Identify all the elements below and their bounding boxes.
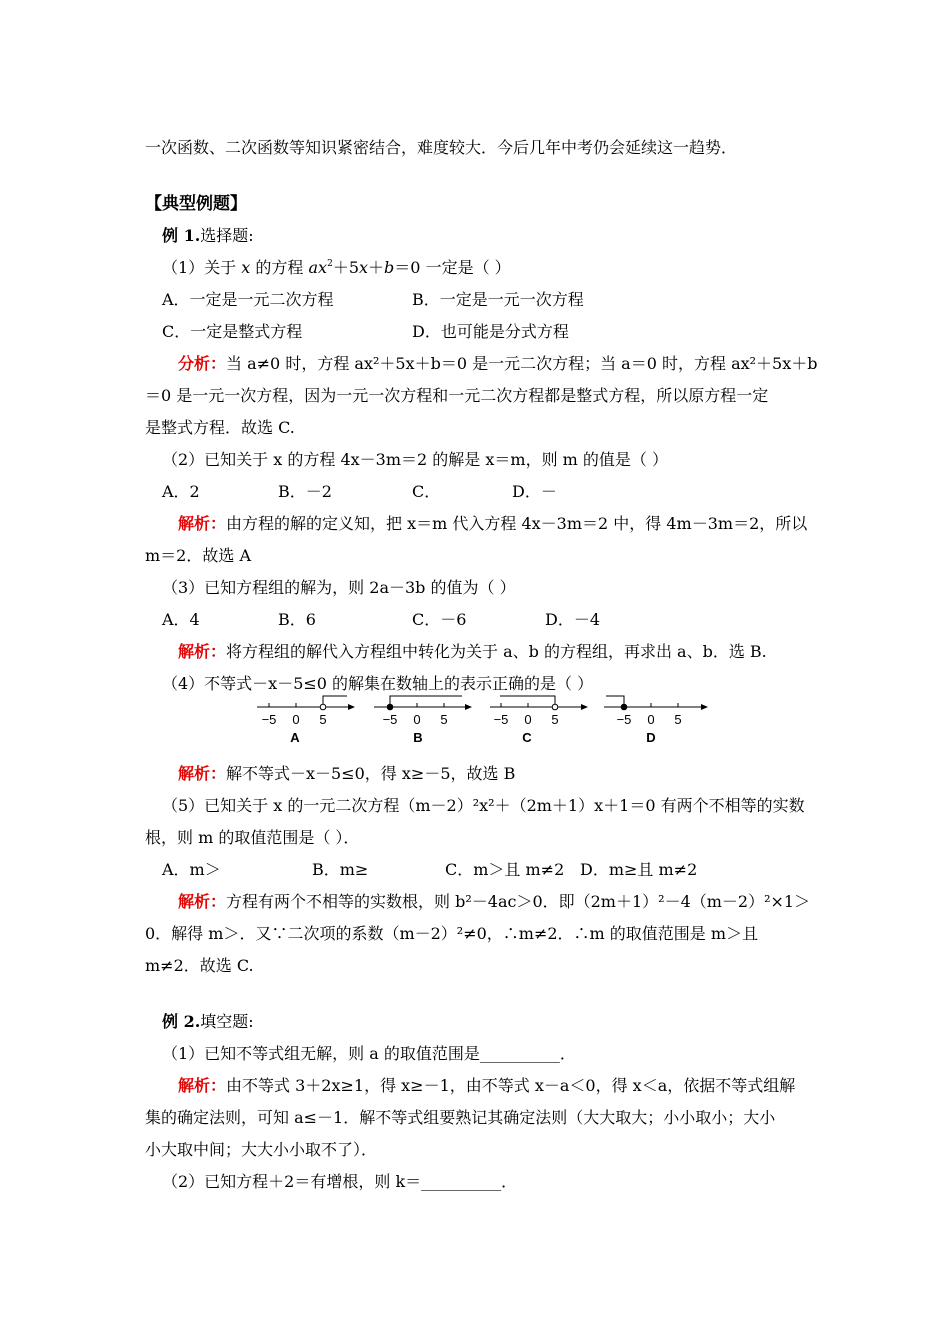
tick-label: 0 <box>292 712 300 727</box>
ex2-q1-analysis-line-3: 小大取中间；大大小小取不了）． <box>145 1140 378 1159</box>
q3-option-d: D．－4 <box>545 610 601 629</box>
q2-option-d: D．－ <box>512 482 557 501</box>
q5-option-a: A．m＞ <box>162 860 221 879</box>
q5-analysis-line-2: 0．解得 m＞．又∵二次项的系数（m－2）²≠0，∴m≠2．∴m 的取值范围是 m＞且 <box>145 924 759 943</box>
ex2-q1-analysis-line-2: 集的确定法则，可知 a≤－1．解不等式组要熟记其确定法则（大大取大；小小取小；大小 <box>145 1108 776 1127</box>
ex2-q1-text: （1）已知不等式组无解，则 a 的取值范围是__________． <box>162 1044 576 1063</box>
q1-option-c: C．一定是整式方程 <box>162 322 303 341</box>
number-line-d <box>602 690 712 750</box>
number-line-c-svg <box>488 690 598 746</box>
ex2-q1-analysis-line-1: 解析：由不等式 3＋2x≥1，得 x≥－1，由不等式 x－a＜0，得 x＜a，依据不等式组解 <box>178 1076 796 1095</box>
example-1-label: 例 1. <box>162 226 201 245</box>
option-label: C <box>522 730 532 745</box>
example-2-label: 例 2. <box>162 1012 201 1031</box>
tick-label: −5 <box>493 712 509 727</box>
tick-label: 0 <box>413 712 421 727</box>
q5-option-c: C．m＞且 m≠2 <box>445 860 565 879</box>
q5-option-d: D．m≥且 m≠2 <box>580 860 698 879</box>
tick-label: −5 <box>261 712 277 727</box>
number-line-b <box>372 690 482 750</box>
example-2-title: 填空题: <box>200 1012 254 1031</box>
q1-option-a: A．一定是一元二次方程 <box>162 290 334 309</box>
q1-option-d: D．也可能是分式方程 <box>412 322 569 341</box>
q5-analysis-line-1: 解析：方程有两个不相等的实数根，则 b²－4ac＞0．即（2m＋1）²－4（m－2）²×1＞ <box>178 892 811 911</box>
section-title: 【典型例题】 <box>145 194 247 214</box>
q3-text: （3）已知方程组的解为，则 2a－3b 的值为（ ） <box>162 578 516 597</box>
example-1-heading <box>162 226 254 246</box>
q2-option-a: A．2 <box>162 482 200 501</box>
tick-label: 0 <box>647 712 655 727</box>
tick-label: −5 <box>382 712 398 727</box>
q2-text: （2）已知关于 x 的方程 4x－3m＝2 的解是 x＝m，则 m 的值是（ ） <box>162 450 668 469</box>
option-label: A <box>290 730 300 745</box>
number-line-a <box>255 690 365 750</box>
tick-label: 5 <box>551 712 559 727</box>
option-label: D <box>646 730 656 745</box>
number-line-d-svg <box>602 690 712 746</box>
intro-line: 一次函数、二次函数等知识紧密结合，难度较大．今后几年中考仍会延续这一趋势． <box>145 138 738 157</box>
q1-analysis-line-1: 分析：当 a≠0 时，方程 ax²＋5x＋b＝0 是一元二次方程；当 a＝0 时，方程 ax²＋5x＋b <box>178 354 818 373</box>
q4-analysis-line-1: 解析：解不等式－x－5≤0，得 x≥－5，故选 B <box>178 764 516 783</box>
tick-label: 0 <box>524 712 532 727</box>
q5-analysis-line-3: m≠2．故选 C. <box>145 956 254 975</box>
number-line-b-svg <box>372 690 482 746</box>
q1-option-b: B．一定是一元一次方程 <box>412 290 584 309</box>
q3-option-b: B．6 <box>278 610 316 629</box>
example-2-heading <box>162 1012 254 1032</box>
q1-analysis-line-2: ＝0 是一元一次方程，因为一元一次方程和一元二次方程都是整式方程，所以原方程一定 <box>145 386 769 405</box>
q3-option-c: C．－6 <box>412 610 467 629</box>
tick-label: 5 <box>674 712 682 727</box>
q3-option-a: A．4 <box>162 610 200 629</box>
ex2-q2-text: （2）已知方程＋2＝有增根，则 k＝__________． <box>162 1172 518 1191</box>
q2-option-b: B．－2 <box>278 482 332 501</box>
q2-analysis-line-1: 解析：由方程的解的定义知，把 x＝m 代入方程 4x－3m＝2 中，得 4m－3m＝2，所以 <box>178 514 808 533</box>
example-1-title: 选择题: <box>200 226 254 245</box>
q1-analysis-line-3: 是整式方程．故选 C. <box>145 418 295 437</box>
number-line-c <box>488 690 598 750</box>
q5-option-b: B．m≥ <box>312 860 369 879</box>
q4-text: （4）不等式－x－5≤0 的解集在数轴上的表示正确的是（ ） <box>162 674 594 693</box>
q2-analysis-line-2: m＝2．故选 A <box>145 546 251 565</box>
tick-label: −5 <box>616 712 632 727</box>
number-line-a-svg <box>255 690 365 746</box>
q1-text: （1）关于 x 的方程 $ax^2+5x+b=0$ 一定是（ ） <box>162 258 511 277</box>
option-label: B <box>413 730 423 745</box>
q3-analysis-line-1: 解析：将方程组的解代入方程组中转化为关于 a、b 的方程组，再求出 a、b．选 B. <box>178 642 767 661</box>
tick-label: 5 <box>440 712 448 727</box>
q5-line-2: 根，则 m 的取值范围是（ ）． <box>145 828 360 847</box>
q2-option-c: C． <box>412 482 441 501</box>
tick-label: 5 <box>319 712 327 727</box>
q5-line-1: （5）已知关于 x 的一元二次方程（m－2）²x²＋（2m＋1）x＋1＝0 有两个不相等的实数 <box>162 796 805 815</box>
